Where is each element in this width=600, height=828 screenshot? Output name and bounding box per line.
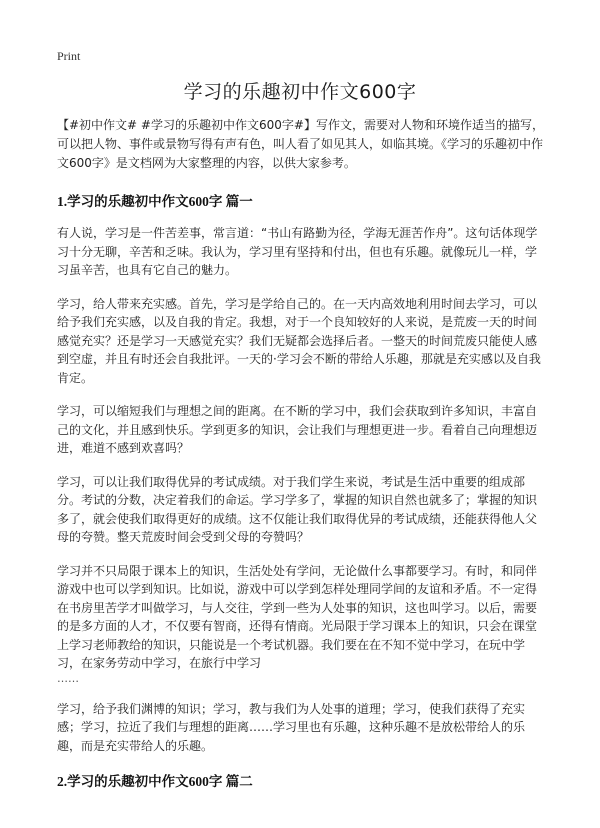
- paragraph-5-block: [57, 562, 547, 685]
- section-heading-2: 2.学习的乐趣初中作文600字 篇二: [57, 774, 253, 789]
- paragraph-3: 学习，可以缩短我们与理想之间的距离。在不断的学习中，我们会获取到许多知识，丰富自己的文化，并且感到快乐。学到更多的知识，会让我们与理想更进一步。看着自己向理想迈进，难道不感到欢喜吗？: [57, 404, 538, 455]
- section-heading-1: 1.学习的乐趣初中作文600字 篇一: [57, 194, 253, 209]
- article-body: [57, 116, 547, 804]
- page-title: 学习的乐趣初中作文600字: [183, 81, 417, 103]
- paragraph-5: 学习并不只局限于课本上的知识，生活处处有学问，无论做什么事都要学习。有时，和同伴游戏中也可以学到知识。比如说，游戏中可以学到怎样处理同学间的友谊和矛盾。不一定得在书房里苦学才叫做学习，与人交往，学到一些为人处事的知识，这也叫学习。以后，需要的是多方面的人才，不仅要有智商，还得有情商。光局限于学习课本上的知识，只会在课堂上学习老师教给的知识，只能说是一个考试机器。我们要在在不知不觉中学习，在玩中学习，在家务劳动中学习，在旅行中学习: [57, 563, 538, 670]
- intro-paragraph: 【#初中作文# #学习的乐趣初中作文600字#】写作文，需要对人物和环境作适当的描写，可以把人物、事件或景物写得有声有色，叫人看了如见其人，如临其境。《学习的乐趣初中作文600字》是文档网为大家整理的内容，以供大家参考。: [57, 118, 544, 170]
- paragraph-5-ellipsis: ……: [57, 671, 79, 685]
- paragraph-2: 学习，给人带来充实感。首先，学习是学给自己的。在一天内高效地利用时间去学习，可以给予我们充实感，以及自我的肯定。我想，对于一个良知较好的人来说，是荒废一天的时间感觉充实？还是学习一天感觉充实？我们无疑都会选择后者。一整天的时间荒废只能使人感到空虚，并且有时还会自我批评。一天的·学习会不断的带给人乐趣，那就是充实感以及自我肯定。: [57, 296, 541, 385]
- paragraph-4: 学习，可以让我们取得优异的考试成绩。对于我们学生来说，考试是生活中重要的组成部分。考试的分数，决定着我们的命运。学习学多了，掌握的知识自然也就多了；掌握的知识多了，就会使我们取得更好的成绩。这不仅能让我们取得优异的考试成绩，还能获得他人父母的夸赞。整天荒废时间会受到父母的夸赞吗？: [57, 474, 538, 544]
- paragraph-1: 有人说，学习是一件苦差事，常言道：“书山有路勤为径，学海无涯苦作舟”。这句话体现学习十分无聊，辛苦和乏味。我认为，学习里有坚持和付出，但也有乐趣。就像玩儿一样，学习虽辛苦，也具有它自己的魅力。: [57, 226, 538, 277]
- paragraph-6: 学习，给予我们渊博的知识；学习，教与我们为人处事的道理；学习，使我们获得了充实感；学习，拉近了我们与理想的距离……学习里也有乐趣，这种乐趣不是放松带给人的乐趣，而是充实带给人的乐趣。: [57, 701, 526, 753]
- print-link[interactable]: Print: [57, 49, 81, 63]
